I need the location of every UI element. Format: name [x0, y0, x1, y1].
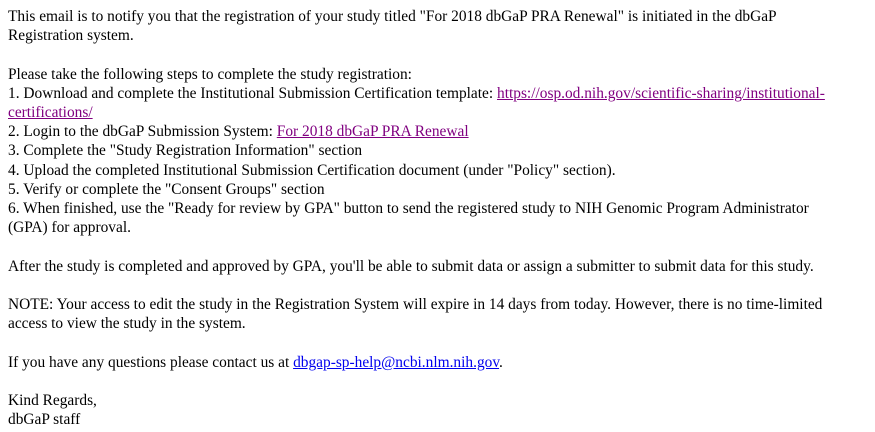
contact-text: If you have any questions please contact us at — [8, 353, 294, 371]
certification-template-link-continued[interactable]: certifications/ — [8, 104, 93, 121]
step-5: 5. Verify or complete the "Consent Groups" section — [8, 180, 325, 198]
steps-heading: Please take the following steps to complete the study registration: — [8, 65, 412, 83]
regards-text: Kind Regards, — [8, 391, 97, 409]
intro-paragraph — [8, 7, 867, 45]
step-3: 3. Complete the "Study Registration Information" section — [8, 142, 363, 160]
note-line-2: access to view the study in the system. — [8, 315, 246, 333]
contact-suffix: . — [499, 353, 503, 371]
step-2 — [8, 122, 867, 141]
submission-system-link[interactable]: For 2018 dbGaP PRA Renewal — [276, 123, 469, 141]
intro-line-1: This email is to notify you that the registration of your study titled "For 2018 dbGaP PRA Renewal" is initiated in the dbGaP — [8, 8, 777, 25]
step-1 — [8, 84, 867, 103]
steps-paragraph — [8, 65, 867, 238]
step-2-text: 2. Login to the dbGaP Submission System: — [8, 123, 277, 141]
step-4: 4. Upload the completed Institutional Submission Certification document (under "Policy" section). — [8, 161, 616, 179]
step-1-continued — [8, 103, 867, 122]
step-6-continued: (GPA) for approval. — [8, 219, 131, 237]
help-email-link[interactable]: dbgap-sp-help@ncbi.nlm.nih.gov — [293, 353, 500, 371]
certification-template-link[interactable]: https://osp.od.nih.gov/scientific-sharing/institutional- — [497, 84, 825, 102]
note-paragraph — [8, 295, 867, 333]
intro-line-2: Registration system. — [8, 27, 134, 45]
step-6: 6. When finished, use the "Ready for review by GPA" button to send the registered study to NIH Genomic Program Administrator — [8, 200, 809, 218]
note-line-1: NOTE: Your access to edit the study in the Registration System will expire in 14 days from today. However, there is no time-limited — [8, 296, 823, 313]
step-1-text: 1. Download and complete the Institutional Submission Certification template: — [8, 84, 497, 102]
after-approval-text: After the study is completed and approved by GPA, you'll be able to submit data or assign a submitter to submit data for this study. — [8, 257, 814, 275]
after-approval-paragraph — [8, 257, 867, 276]
contact-line — [8, 353, 867, 372]
signoff — [8, 391, 867, 429]
contact-paragraph — [8, 353, 867, 372]
signature-text: dbGaP staff — [8, 411, 81, 429]
